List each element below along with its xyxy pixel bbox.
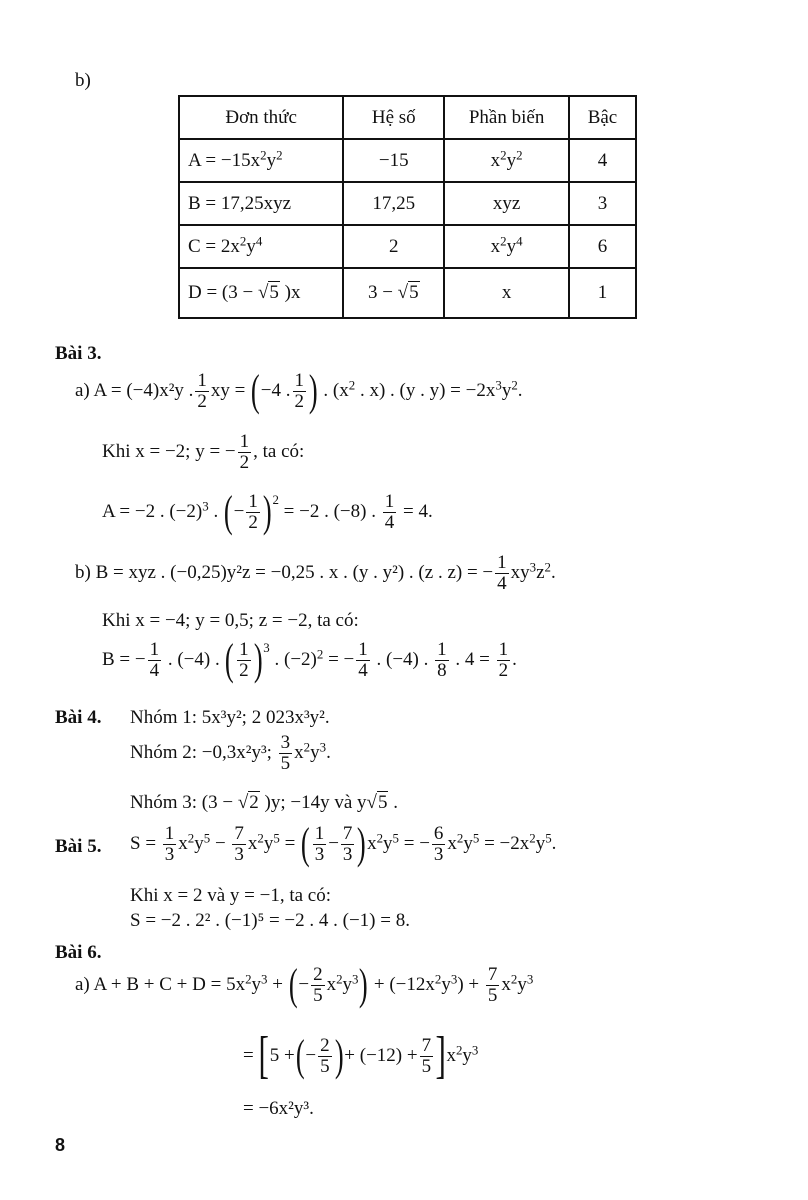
bai4-title: Bài 4. <box>55 707 102 728</box>
bai3-b-condition: Khi x = −4; y = 0,5; z = −2, ta có: <box>102 610 359 631</box>
table-header-row <box>179 96 636 139</box>
bai6-title: Bài 6. <box>55 942 102 963</box>
bai3-a-compute: A = −2 . $(-2)^3$ . ( − $\frac{1}{2}$ ) $^2$ = −2 . (−8) . $\frac{1}{4}$ = 4. <box>102 487 433 536</box>
header-coefficient: Hệ số <box>343 96 444 139</box>
cell-var-a: $x^2y^2$ <box>444 139 569 182</box>
cell-coef-b: 17,25 <box>343 182 444 225</box>
cell-coef-a: −15 <box>343 139 444 182</box>
bai6-a-step: = [ 5 + ( − $\frac{2}{5}$ ) + (−12) + $\frac{7}{5}$ ] $x^2y^3$ <box>243 1027 479 1084</box>
bai5-title: Bài 5. <box>55 836 102 857</box>
cell-degree-c: 6 <box>569 225 636 268</box>
bai3-a-equation: a) A = (−4)x²y . $\frac{1}{2}$ xy = ( −4 . $\frac{1}{2}$ ) . ($x^2$ . x) . (y . $y) = -2x^3y^2$. <box>75 366 523 415</box>
cell-degree-d: 1 <box>569 268 636 318</box>
header-degree: Bậc <box>569 96 636 139</box>
cell-var-b: xyz <box>444 182 569 225</box>
bai4-group3: Nhóm 3: (3 − √2 )y; −14y và y√5 . <box>130 792 398 813</box>
cell-monomial-a: $A = -15x^2y^2$ <box>179 139 343 182</box>
cell-degree-b: 3 <box>569 182 636 225</box>
cell-degree-a: 4 <box>569 139 636 182</box>
bai5-equation: S = $\frac{1}{3}$ $x^2y^5$ − $\frac{7}{3}$ $x^2y^5$ = ( $\frac{1}{3}$ − $\frac{7}{3}$ ) $x^2y^5$ = − $\frac{6}{3}$ $x^2y^5 = -2x^2y^5$. <box>130 819 557 868</box>
cell-monomial-d: D = (3 − √5 )x <box>179 268 343 318</box>
bai6-a-equation: a) $A + B + C + D = 5x^2y^3$ + ( − $\frac{2}{5}$ $x^2y^3$ ) + $(-12x^2y^3)$ + $\frac{7}{5}$ $x^2y^3$ <box>75 960 534 1009</box>
part-b-label: b) <box>75 70 91 91</box>
bai5-result: S = −2 . 2² . (−1)⁵ = −2 . 4 . (−1) = 8. <box>130 910 410 931</box>
cell-var-c: $x^2y^4$ <box>444 225 569 268</box>
bai4-group2: Nhóm 2: −0,3x²y³; $\frac{3}{5}$ $x^2y^3$. <box>130 732 331 774</box>
header-variable-part: Phần biến <box>444 96 569 139</box>
bai6-a-result: = −6x²y³. <box>243 1098 314 1119</box>
bai4-group1: Nhóm 1: 5x³y²; 2 023x³y². <box>130 707 330 728</box>
page-number: 8 <box>55 1135 66 1155</box>
cell-coef-c: 2 <box>343 225 444 268</box>
bai5-condition: Khi x = 2 và y = −1, ta có: <box>130 885 332 906</box>
bai3-a-condition: Khi x = −2; y = − $\frac{1}{2}$ , ta có: <box>102 431 305 473</box>
table-row <box>179 268 636 318</box>
bai3-title: Bài 3. <box>55 343 102 364</box>
table-row <box>179 139 636 182</box>
table-row <box>179 182 636 225</box>
bai3-b-equation: b) B = xyz . (−0,25)y²z = −0,25 . x . (y . y²) . (z . z) = − $\frac{1}{4}$ $xy^3z^2$. <box>75 552 556 594</box>
monomial-table <box>178 95 637 319</box>
cell-coef-d: 3 − √5 <box>343 268 444 318</box>
cell-monomial-b: B = 17,25xyz <box>179 182 343 225</box>
cell-var-d: x <box>444 268 569 318</box>
bai3-b-compute: B = − $\frac{1}{4}$ . (−4) . ( $\frac{1}{2}$ ) $^3$ . $(-2)^2$ = − $\frac{1}{4}$ . (−4) . $\frac{1}{8}$ . 4 = $\frac{1}{2}$ . <box>102 635 517 684</box>
header-monomial: Đơn thức <box>179 96 343 139</box>
table-row <box>179 225 636 268</box>
cell-monomial-c: $C = 2x^2y^4$ <box>179 225 343 268</box>
